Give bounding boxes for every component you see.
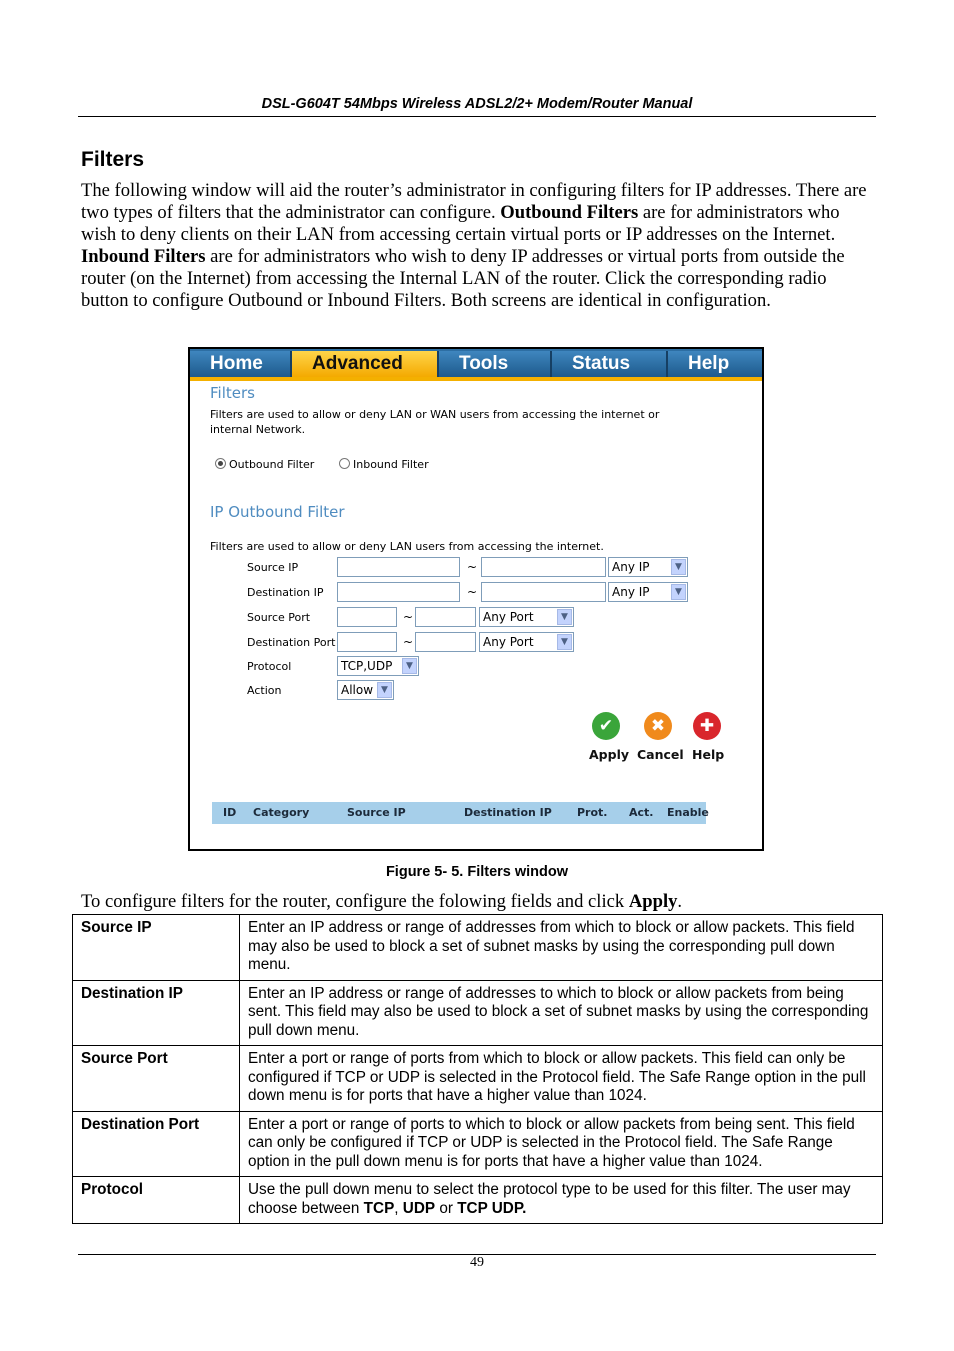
- intro-bold-outbound: Outbound Filters: [500, 202, 639, 223]
- desc-source-ip: Enter an IP address or range of addresses from which to block or allow packets. This field may also be used to block a set of subnet masks by using the corresponding pull down menu.: [240, 915, 883, 981]
- chevron-down-icon: ▼: [671, 584, 686, 600]
- action-select[interactable]: [337, 680, 394, 700]
- source-port-end-input[interactable]: [415, 607, 476, 627]
- filters-heading: Filters: [210, 384, 255, 402]
- ip-outbound-description: Filters are used to allow or deny LAN users from accessing the internet.: [210, 540, 604, 553]
- destination-ip-start-input[interactable]: [337, 582, 460, 602]
- col-destination-ip: Destination IP: [464, 806, 552, 819]
- cancel-button[interactable]: Cancel: [637, 747, 684, 762]
- cancel-x-icon[interactable]: ✖: [644, 712, 672, 740]
- col-id: ID: [223, 806, 237, 819]
- inbound-radio-label: Inbound Filter: [353, 458, 429, 471]
- desc-destination-ip: Enter an IP address or range of addresses to which to block or allow packets from being sent. This field may also be used to block a set of subnet masks by using the corresponding pull down menu.: [240, 980, 883, 1046]
- intro-text-1: The following window will aid the router’s administrator in configuring filters for IP addresses. There are two types of filters that the administrator can configure.: [81, 180, 867, 223]
- page-number: 49: [470, 1255, 484, 1270]
- desc-destination-port: Enter a port or range of ports to which to block or allow packets from being sent. This field can only be configured if TCP or UDP is selected in the Protocol field. The Safe Range option in the pull down menu is for ports that have a higher value than 1024.: [240, 1111, 883, 1177]
- source-port-select[interactable]: [479, 607, 574, 627]
- col-action: Act.: [629, 806, 654, 819]
- source-ip-select-value: Any IP: [612, 560, 650, 574]
- field-definitions-table: [72, 914, 883, 1224]
- protocol-tcp: TCP: [363, 1199, 395, 1217]
- source-port-label: Source Port: [247, 611, 311, 624]
- destination-ip-select-value: Any IP: [612, 585, 650, 599]
- help-plus-icon[interactable]: ✚: [693, 712, 721, 740]
- top-nav: [190, 349, 764, 380]
- intro-paragraph: [81, 180, 876, 312]
- filter-table-header: [212, 802, 709, 824]
- nav-underline: [190, 377, 764, 381]
- destination-ip-end-input[interactable]: [481, 582, 606, 602]
- lead-sentence: [81, 891, 876, 913]
- source-ip-label: Source IP: [247, 561, 299, 574]
- col-source-ip: Source IP: [347, 806, 406, 819]
- source-port-select-value: Any Port: [483, 610, 534, 624]
- desc-protocol: [240, 1177, 883, 1224]
- lead-end: .: [677, 891, 683, 912]
- term-destination-ip: Destination IP: [73, 980, 240, 1046]
- tab-home[interactable]: Home: [190, 351, 292, 377]
- lead-text: To configure filters for the router, configure the folowing fields and click: [81, 891, 629, 912]
- col-protocol: Prot.: [577, 806, 608, 819]
- protocol-tcp-udp: TCP UDP.: [457, 1199, 527, 1217]
- protocol-desc-text: Use the pull down menu to select the protocol type to be used for this filter. The user may choose between: [248, 1181, 851, 1217]
- intro-text-2: are for administrators who wish to deny clients on their LAN from accessing certain virtual ports or IP addresses on the Internet.: [81, 202, 840, 245]
- action-select-value: Allow: [341, 683, 374, 697]
- protocol-label: Protocol: [247, 660, 292, 673]
- help-button[interactable]: Help: [692, 747, 725, 762]
- intro-bold-inbound: Inbound Filters: [81, 246, 206, 267]
- source-ip-range-tilde: ~: [467, 560, 478, 574]
- term-source-port: Source Port: [73, 1046, 240, 1112]
- destination-port-label: Destination Port: [247, 636, 336, 649]
- figure-caption: Figure 5- 5. Filters window: [385, 864, 569, 880]
- tab-advanced[interactable]: Advanced: [292, 351, 439, 377]
- table-row: [73, 1177, 883, 1224]
- outbound-radio-label: Outbound Filter: [229, 458, 315, 471]
- source-ip-end-input[interactable]: [481, 557, 606, 577]
- destination-port-start-input[interactable]: [337, 632, 397, 652]
- destination-port-select-value: Any Port: [483, 635, 534, 649]
- term-destination-port: Destination Port: [73, 1111, 240, 1177]
- destination-ip-range-tilde: ~: [467, 585, 478, 599]
- term-protocol: Protocol: [73, 1177, 240, 1224]
- filters-description: Filters are used to allow or deny LAN or WAN users from accessing the internet or internal Network.: [210, 408, 660, 436]
- apply-check-icon[interactable]: ✔: [592, 712, 620, 740]
- col-category: Category: [253, 806, 310, 819]
- action-label: Action: [247, 684, 282, 697]
- header-rule: [78, 116, 876, 117]
- chevron-down-icon: ▼: [557, 634, 572, 650]
- protocol-sep-2: or: [435, 1199, 458, 1217]
- protocol-sep-1: ,: [394, 1199, 403, 1217]
- destination-port-range-tilde: ~: [403, 635, 414, 649]
- source-ip-select[interactable]: [608, 557, 688, 577]
- source-port-range-tilde: ~: [403, 610, 414, 624]
- protocol-select-value: TCP,UDP: [341, 659, 393, 673]
- chevron-down-icon: ▼: [557, 609, 572, 625]
- outbound-radio[interactable]: [215, 458, 226, 469]
- table-row: [73, 915, 883, 981]
- apply-button[interactable]: Apply: [589, 747, 630, 762]
- tab-tools[interactable]: Tools: [439, 351, 552, 377]
- running-header: DSL-G604T 54Mbps Wireless ADSL2/2+ Modem/Router Manual: [261, 96, 693, 112]
- source-ip-start-input[interactable]: [337, 557, 460, 577]
- tab-status[interactable]: Status: [552, 351, 668, 377]
- section-title: Filters: [81, 148, 145, 171]
- intro-text-3: are for administrators who wish to deny IP addresses or virtual ports from outside the router (on the Internet) from accessing the Internal LAN of the router. Click the corresponding radio button to configure Outbound or Inbound Filters. Both screens are identical in configuration.: [81, 246, 845, 311]
- table-row: [73, 1111, 883, 1177]
- destination-port-select[interactable]: [479, 632, 574, 652]
- inbound-radio[interactable]: [339, 458, 350, 469]
- destination-ip-select[interactable]: [608, 582, 688, 602]
- protocol-udp: UDP: [402, 1199, 436, 1217]
- lead-bold-apply: Apply: [628, 891, 678, 912]
- table-row: [73, 1046, 883, 1112]
- chevron-down-icon: ▼: [402, 658, 417, 674]
- protocol-select[interactable]: [337, 656, 419, 676]
- filters-window-screenshot: [188, 347, 764, 851]
- term-source-ip: Source IP: [73, 915, 240, 981]
- ip-outbound-heading: IP Outbound Filter: [210, 503, 345, 521]
- destination-port-end-input[interactable]: [415, 632, 476, 652]
- chevron-down-icon: ▼: [671, 559, 686, 575]
- chevron-down-icon: ▼: [377, 682, 392, 698]
- destination-ip-label: Destination IP: [247, 586, 324, 599]
- table-row: [73, 980, 883, 1046]
- source-port-start-input[interactable]: [337, 607, 397, 627]
- tab-help[interactable]: Help: [668, 351, 764, 377]
- desc-source-port: Enter a port or range of ports from which to block or allow packets. This field can only be configured if TCP or UDP is selected in the Protocol field. The Safe Range option in the pull down menu is for ports that have a higher value than 1024.: [240, 1046, 883, 1112]
- col-enable: Enable: [667, 806, 709, 819]
